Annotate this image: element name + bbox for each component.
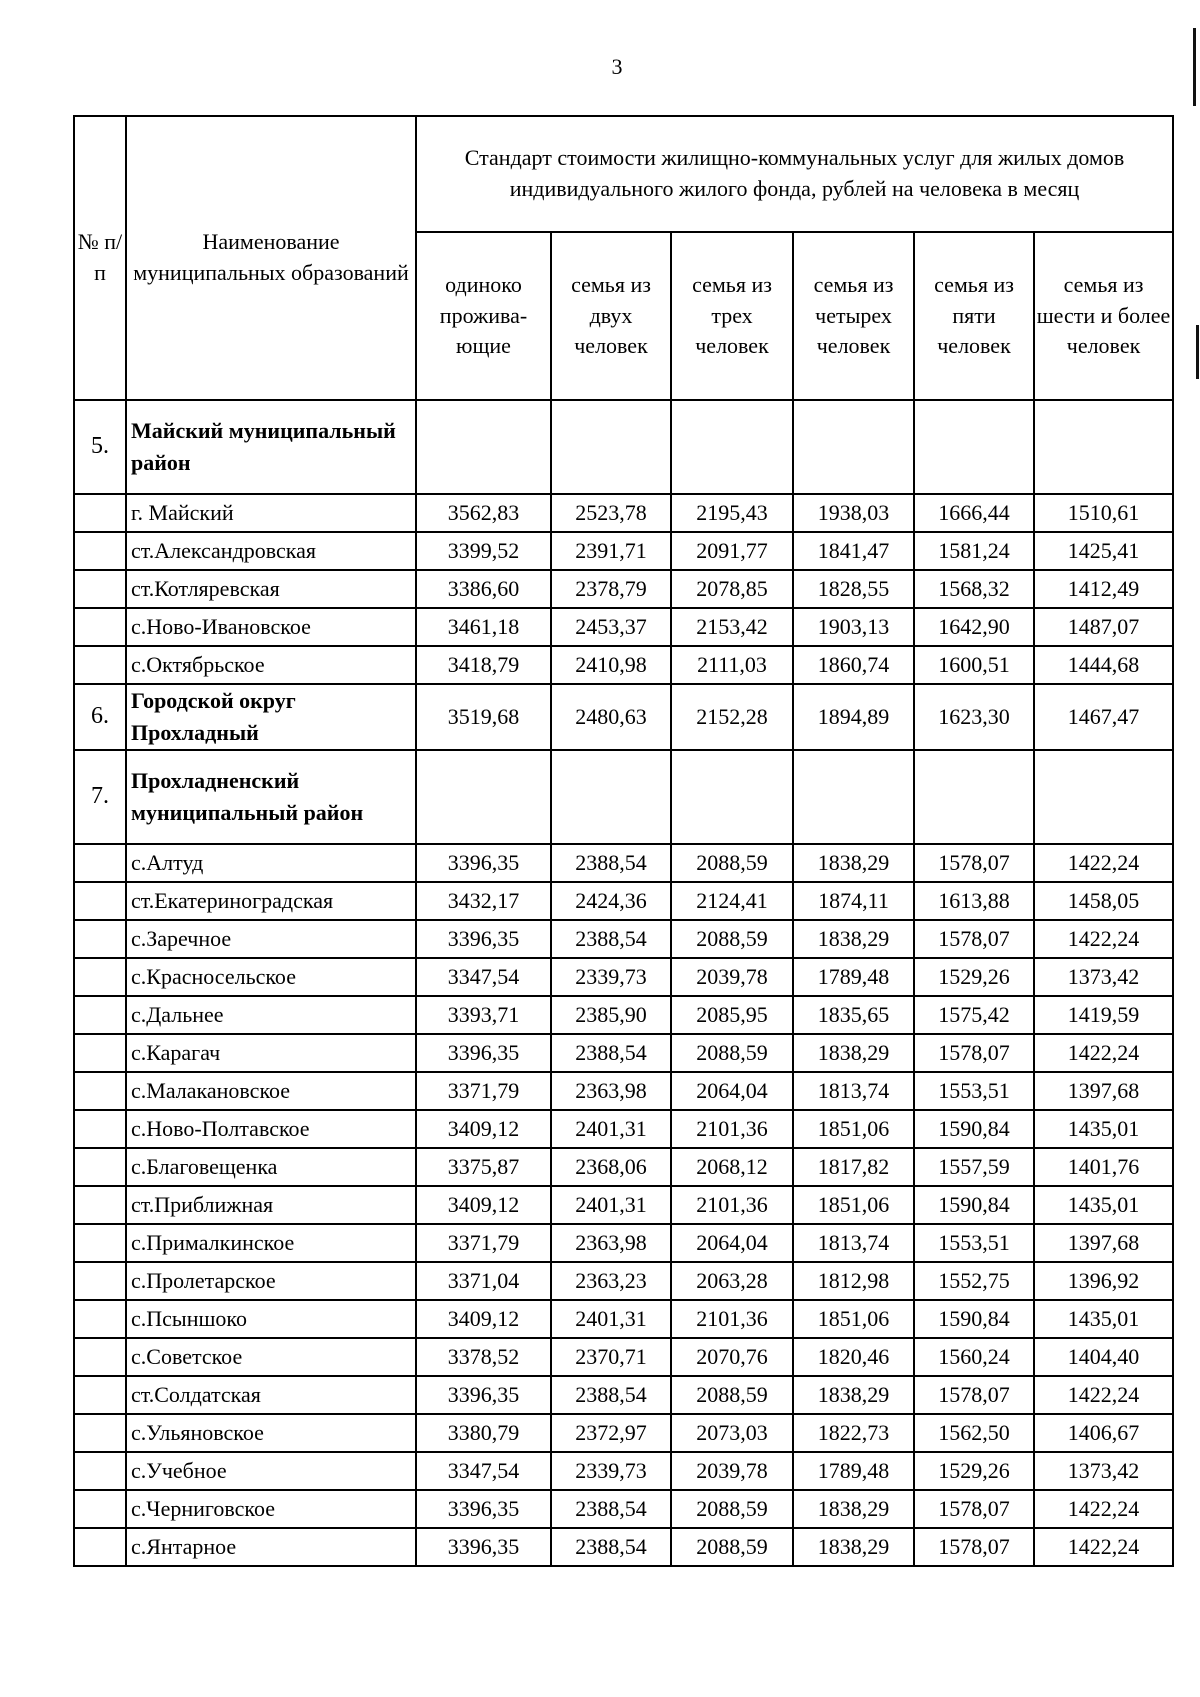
cost-value: 2372,97: [551, 1414, 671, 1452]
cost-value: 1838,29: [793, 920, 914, 958]
cost-value: 1578,07: [914, 844, 1034, 882]
cost-value: 2401,31: [551, 1110, 671, 1148]
cost-value: 2111,03: [671, 646, 793, 684]
cost-value: 1562,50: [914, 1414, 1034, 1452]
row-number: [74, 646, 126, 684]
table-row: [74, 1376, 1173, 1414]
page-number: 3: [611, 54, 623, 79]
row-number: [74, 1452, 126, 1490]
row-number: [74, 996, 126, 1034]
cost-value: 1822,73: [793, 1414, 914, 1452]
cost-value: 1581,24: [914, 532, 1034, 570]
row-number: [74, 1490, 126, 1528]
table-row: [74, 1338, 1173, 1376]
cost-value: 3409,12: [416, 1300, 551, 1338]
cost-value: 2091,77: [671, 532, 793, 570]
cost-value: 3409,12: [416, 1186, 551, 1224]
municipality-name: с.Малакановское: [126, 1072, 416, 1110]
group-row: [74, 750, 1173, 844]
municipality-name: с.Ульяновское: [126, 1414, 416, 1452]
cost-value: 2388,54: [551, 1034, 671, 1072]
cost-value: 2401,31: [551, 1300, 671, 1338]
cost-value: 1560,24: [914, 1338, 1034, 1376]
cost-value: 1422,24: [1034, 1528, 1173, 1566]
group-row: [74, 684, 1173, 750]
cost-value: 1828,55: [793, 570, 914, 608]
municipality-name: с.Псыншоко: [126, 1300, 416, 1338]
row-number: [74, 1414, 126, 1452]
cost-value: 1553,51: [914, 1072, 1034, 1110]
cost-value: [1034, 400, 1173, 494]
row-number: [74, 1376, 126, 1414]
cost-value: 1613,88: [914, 882, 1034, 920]
cost-value: 2088,59: [671, 844, 793, 882]
municipality-name: ст.Приближная: [126, 1186, 416, 1224]
row-number: [74, 1110, 126, 1148]
cost-value: 1851,06: [793, 1110, 914, 1148]
table-row: [74, 996, 1173, 1034]
cost-value: [551, 400, 671, 494]
cost-value: 1813,74: [793, 1072, 914, 1110]
row-number: [74, 844, 126, 882]
table-row: [74, 1034, 1173, 1072]
cost-value: 1487,07: [1034, 608, 1173, 646]
cost-value: 3396,35: [416, 1528, 551, 1566]
cost-value: 1397,68: [1034, 1224, 1173, 1262]
table-row: [74, 1224, 1173, 1262]
cost-value: 2063,28: [671, 1262, 793, 1300]
cost-value: 2073,03: [671, 1414, 793, 1452]
cost-value: 3461,18: [416, 608, 551, 646]
cost-value: [793, 400, 914, 494]
cost-value: 1874,11: [793, 882, 914, 920]
cost-value: 1458,05: [1034, 882, 1173, 920]
cost-value: 1666,44: [914, 494, 1034, 532]
municipality-name: с.Янтарное: [126, 1528, 416, 1566]
cost-value: 3375,87: [416, 1148, 551, 1186]
cost-value: 1529,26: [914, 958, 1034, 996]
municipality-name: с.Благовещенка: [126, 1148, 416, 1186]
cost-value: 2064,04: [671, 1072, 793, 1110]
row-number: [74, 1148, 126, 1186]
cost-value: 3371,79: [416, 1072, 551, 1110]
cost-value: 1435,01: [1034, 1186, 1173, 1224]
municipality-name: Городской округ Прохладный: [126, 684, 416, 750]
cost-value: 1835,65: [793, 996, 914, 1034]
municipality-name: с.Пролетарское: [126, 1262, 416, 1300]
table-row: [74, 1528, 1173, 1566]
row-number: 7.: [74, 750, 126, 844]
table-row: [74, 1186, 1173, 1224]
cost-value: 2388,54: [551, 1376, 671, 1414]
table-row: [74, 958, 1173, 996]
cost-value: 1575,42: [914, 996, 1034, 1034]
cost-value: 1435,01: [1034, 1300, 1173, 1338]
cost-value: 1590,84: [914, 1186, 1034, 1224]
row-number: [74, 882, 126, 920]
row-number: [74, 1072, 126, 1110]
cost-value: 1590,84: [914, 1110, 1034, 1148]
cost-value: 1894,89: [793, 684, 914, 750]
cost-value: 3396,35: [416, 1490, 551, 1528]
row-number: [74, 1528, 126, 1566]
row-number: [74, 1034, 126, 1072]
cost-value: 1820,46: [793, 1338, 914, 1376]
municipality-name: с.Октябрьское: [126, 646, 416, 684]
cost-value: 1444,68: [1034, 646, 1173, 684]
row-number: [74, 1186, 126, 1224]
cost-value: 1817,82: [793, 1148, 914, 1186]
cost-value: 3393,71: [416, 996, 551, 1034]
row-number: 5.: [74, 400, 126, 494]
tariff-table: [73, 115, 1174, 1567]
table-row: [74, 1414, 1173, 1452]
header-family-6plus: семья из шести и более человек: [1034, 232, 1173, 400]
cost-value: 3409,12: [416, 1110, 551, 1148]
cost-value: [914, 750, 1034, 844]
header-number: № п/п: [74, 116, 126, 400]
cost-value: 1412,49: [1034, 570, 1173, 608]
table-row: [74, 1110, 1173, 1148]
municipality-name: с.Дальнее: [126, 996, 416, 1034]
cost-value: 2064,04: [671, 1224, 793, 1262]
header-group-title: Стандарт стоимости жилищно-коммунальных услуг для жилых домов индивидуального жилого фонда, рублей на человека в месяц: [416, 116, 1173, 232]
table-row: [74, 608, 1173, 646]
cost-value: 2078,85: [671, 570, 793, 608]
cost-value: 2480,63: [551, 684, 671, 750]
cost-value: 1590,84: [914, 1300, 1034, 1338]
table-row: [74, 1452, 1173, 1490]
cost-value: 2385,90: [551, 996, 671, 1034]
cost-value: 1812,98: [793, 1262, 914, 1300]
cost-value: 3396,35: [416, 1034, 551, 1072]
cost-value: [416, 400, 551, 494]
cost-value: 1404,40: [1034, 1338, 1173, 1376]
cost-value: 3562,83: [416, 494, 551, 532]
municipality-name: с.Советское: [126, 1338, 416, 1376]
row-number: [74, 608, 126, 646]
cost-value: 2039,78: [671, 958, 793, 996]
municipality-name: с.Прималкинское: [126, 1224, 416, 1262]
cost-value: 2068,12: [671, 1148, 793, 1186]
cost-value: 2088,59: [671, 1528, 793, 1566]
cost-value: 3371,04: [416, 1262, 551, 1300]
table-row: [74, 1262, 1173, 1300]
municipality-name: с.Черниговское: [126, 1490, 416, 1528]
row-number: [74, 1300, 126, 1338]
cost-value: 2363,98: [551, 1072, 671, 1110]
cost-value: 2088,59: [671, 1490, 793, 1528]
cost-value: 1529,26: [914, 1452, 1034, 1490]
municipality-name: ст.Котляревская: [126, 570, 416, 608]
row-number: [74, 494, 126, 532]
cost-value: 2152,28: [671, 684, 793, 750]
table-row: [74, 646, 1173, 684]
table-row: [74, 532, 1173, 570]
cost-value: 1642,90: [914, 608, 1034, 646]
table-row: [74, 1072, 1173, 1110]
cost-value: 2363,23: [551, 1262, 671, 1300]
cost-value: 1838,29: [793, 1376, 914, 1414]
cost-value: 1373,42: [1034, 1452, 1173, 1490]
cost-value: 2388,54: [551, 844, 671, 882]
cost-value: 1841,47: [793, 532, 914, 570]
municipality-name: ст.Екатериноградская: [126, 882, 416, 920]
municipality-name: с.Карагач: [126, 1034, 416, 1072]
cost-value: [793, 750, 914, 844]
cost-value: 2370,71: [551, 1338, 671, 1376]
cost-value: 2101,36: [671, 1110, 793, 1148]
cost-value: 2424,36: [551, 882, 671, 920]
cost-value: [416, 750, 551, 844]
cost-value: 2088,59: [671, 1376, 793, 1414]
cost-value: 1623,30: [914, 684, 1034, 750]
header-family-5: семья из пяти человек: [914, 232, 1034, 400]
cost-value: 2401,31: [551, 1186, 671, 1224]
cost-value: 3380,79: [416, 1414, 551, 1452]
cost-value: 2388,54: [551, 1490, 671, 1528]
cost-value: 1851,06: [793, 1300, 914, 1338]
cost-value: 1422,24: [1034, 920, 1173, 958]
cost-value: 3396,35: [416, 1376, 551, 1414]
cost-value: 1406,67: [1034, 1414, 1173, 1452]
cost-value: 1568,32: [914, 570, 1034, 608]
cost-value: 1401,76: [1034, 1148, 1173, 1186]
cost-value: 3399,52: [416, 532, 551, 570]
cost-value: 1552,75: [914, 1262, 1034, 1300]
municipality-name: с.Заречное: [126, 920, 416, 958]
header-municipality: Наименование муниципальных образований: [126, 116, 416, 400]
cost-value: 1813,74: [793, 1224, 914, 1262]
scan-edge-line: [1196, 325, 1199, 379]
municipality-name: с.Ново-Ивановское: [126, 608, 416, 646]
cost-value: [671, 750, 793, 844]
cost-value: 1373,42: [1034, 958, 1173, 996]
table-body: [74, 400, 1173, 1566]
table-row: [74, 920, 1173, 958]
cost-value: 2453,37: [551, 608, 671, 646]
cost-value: 3396,35: [416, 844, 551, 882]
cost-value: 1422,24: [1034, 1376, 1173, 1414]
cost-value: 3432,17: [416, 882, 551, 920]
cost-value: 1510,61: [1034, 494, 1173, 532]
cost-value: 2363,98: [551, 1224, 671, 1262]
cost-value: 1600,51: [914, 646, 1034, 684]
row-number: [74, 1224, 126, 1262]
cost-value: 1419,59: [1034, 996, 1173, 1034]
table-row: [74, 1300, 1173, 1338]
table-row: [74, 570, 1173, 608]
cost-value: 2339,73: [551, 1452, 671, 1490]
table-row: [74, 1148, 1173, 1186]
municipality-name: с.Ново-Полтавское: [126, 1110, 416, 1148]
cost-value: 3347,54: [416, 958, 551, 996]
group-row: [74, 400, 1173, 494]
cost-value: 2101,36: [671, 1186, 793, 1224]
cost-value: [1034, 750, 1173, 844]
cost-value: 1397,68: [1034, 1072, 1173, 1110]
cost-value: 3418,79: [416, 646, 551, 684]
cost-value: 1578,07: [914, 1034, 1034, 1072]
cost-value: 1578,07: [914, 1376, 1034, 1414]
cost-value: [671, 400, 793, 494]
cost-value: 2391,71: [551, 532, 671, 570]
cost-value: 2388,54: [551, 920, 671, 958]
cost-value: 1557,59: [914, 1148, 1034, 1186]
header-family-4: семья из четырех человек: [793, 232, 914, 400]
cost-value: 2088,59: [671, 1034, 793, 1072]
cost-value: 1938,03: [793, 494, 914, 532]
row-number: [74, 532, 126, 570]
cost-value: 1789,48: [793, 1452, 914, 1490]
cost-value: 2088,59: [671, 920, 793, 958]
cost-value: 1838,29: [793, 1034, 914, 1072]
cost-value: 1578,07: [914, 1528, 1034, 1566]
header-single: одиноко прожива-ющие: [416, 232, 551, 400]
municipality-name: ст.Солдатская: [126, 1376, 416, 1414]
cost-value: 3371,79: [416, 1224, 551, 1262]
row-number: [74, 958, 126, 996]
cost-value: 1838,29: [793, 1528, 914, 1566]
cost-value: [551, 750, 671, 844]
cost-value: 2153,42: [671, 608, 793, 646]
cost-value: 2378,79: [551, 570, 671, 608]
cost-value: 2339,73: [551, 958, 671, 996]
cost-value: 2195,43: [671, 494, 793, 532]
cost-value: 2124,41: [671, 882, 793, 920]
cost-value: 2070,76: [671, 1338, 793, 1376]
cost-value: 1422,24: [1034, 1490, 1173, 1528]
cost-value: 3519,68: [416, 684, 551, 750]
cost-value: 1425,41: [1034, 532, 1173, 570]
row-number: [74, 1338, 126, 1376]
municipality-name: с.Учебное: [126, 1452, 416, 1490]
cost-value: [914, 400, 1034, 494]
municipality-name: с.Алтуд: [126, 844, 416, 882]
cost-value: 2368,06: [551, 1148, 671, 1186]
cost-value: 3378,52: [416, 1338, 551, 1376]
cost-value: 1553,51: [914, 1224, 1034, 1262]
table-row: [74, 844, 1173, 882]
row-number: 6.: [74, 684, 126, 750]
cost-value: 2039,78: [671, 1452, 793, 1490]
cost-value: 1903,13: [793, 608, 914, 646]
table-row: [74, 494, 1173, 532]
cost-value: 2523,78: [551, 494, 671, 532]
cost-value: 2101,36: [671, 1300, 793, 1338]
cost-value: 1578,07: [914, 920, 1034, 958]
municipality-name: с.Красносельское: [126, 958, 416, 996]
cost-value: 1422,24: [1034, 1034, 1173, 1072]
cost-value: 2388,54: [551, 1528, 671, 1566]
cost-value: 3386,60: [416, 570, 551, 608]
table-row: [74, 1490, 1173, 1528]
scan-edge-line: [1193, 28, 1196, 106]
cost-value: 1860,74: [793, 646, 914, 684]
cost-value: 1467,47: [1034, 684, 1173, 750]
row-number: [74, 1262, 126, 1300]
cost-value: 1838,29: [793, 844, 914, 882]
cost-value: 2085,95: [671, 996, 793, 1034]
header-family-3: семья из трех человек: [671, 232, 793, 400]
header-family-2: семья из двух человек: [551, 232, 671, 400]
cost-value: 1435,01: [1034, 1110, 1173, 1148]
cost-value: 1851,06: [793, 1186, 914, 1224]
municipality-name: Прохладненский муниципальный район: [126, 750, 416, 844]
municipality-name: ст.Александровская: [126, 532, 416, 570]
cost-value: 1396,92: [1034, 1262, 1173, 1300]
municipality-name: Майский муниципальный район: [126, 400, 416, 494]
cost-value: 2410,98: [551, 646, 671, 684]
cost-value: 1578,07: [914, 1490, 1034, 1528]
row-number: [74, 570, 126, 608]
cost-value: 3347,54: [416, 1452, 551, 1490]
cost-value: 1422,24: [1034, 844, 1173, 882]
cost-value: 3396,35: [416, 920, 551, 958]
row-number: [74, 920, 126, 958]
table-row: [74, 882, 1173, 920]
cost-value: 1838,29: [793, 1490, 914, 1528]
municipality-name: г. Майский: [126, 494, 416, 532]
cost-value: 1789,48: [793, 958, 914, 996]
